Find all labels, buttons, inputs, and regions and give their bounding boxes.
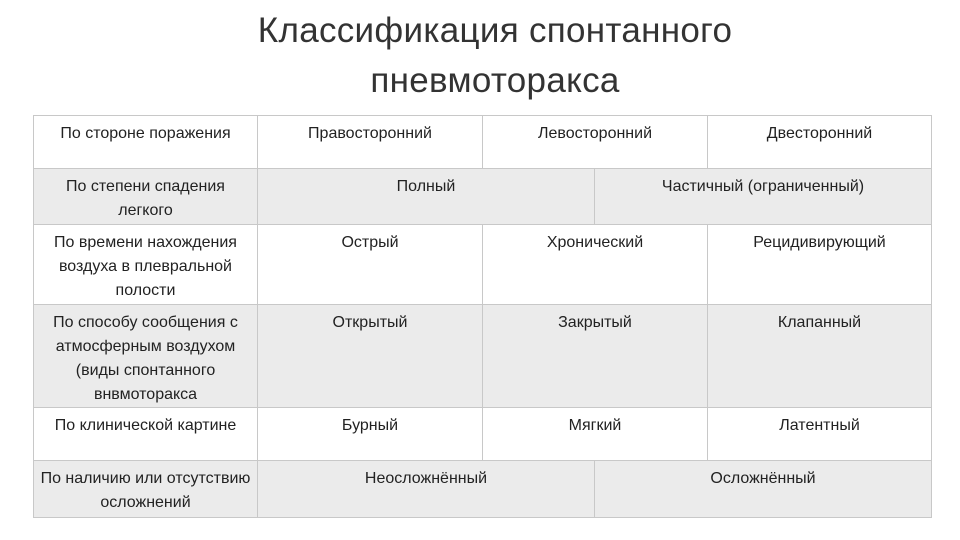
row-header-collapse-degree: По степени спадения легкого — [34, 169, 258, 225]
cell-valvular: Клапанный — [708, 305, 932, 408]
table-row — [34, 408, 932, 461]
row-header-communication: По способу сообщения с атмосферным воздухом (виды спонтанного внвмоторакса — [34, 305, 258, 408]
classification-table — [33, 115, 932, 518]
cell-acute: Острый — [258, 225, 483, 305]
slide-title-line-1: Классификация спонтанного — [257, 11, 733, 50]
cell-right-sided: Правосторонний — [258, 116, 483, 169]
cell-bilateral: Двесторонний — [708, 116, 932, 169]
cell-latent: Латентный — [708, 408, 932, 461]
row-header-side: По стороне поражения — [34, 116, 258, 169]
table-row — [34, 116, 932, 169]
table-row — [34, 305, 932, 408]
row-header-duration: По времени нахождения воздуха в плевральной полости — [34, 225, 258, 305]
cell-open: Открытый — [258, 305, 483, 408]
cell-uncomplicated: Неосложнённый — [258, 461, 595, 518]
cell-partial: Частичный (ограниченный) — [595, 169, 932, 225]
table-row — [34, 225, 932, 305]
cell-violent: Бурный — [258, 408, 483, 461]
slide-title-line-2: пневмоторакса — [370, 61, 620, 100]
table-row — [34, 461, 932, 518]
row-header-clinical: По клинической картине — [34, 408, 258, 461]
cell-chronic: Хронический — [483, 225, 708, 305]
cell-left-sided: Левосторонний — [483, 116, 708, 169]
cell-closed: Закрытый — [483, 305, 708, 408]
cell-complete: Полный — [258, 169, 595, 225]
cell-complicated: Осложнённый — [595, 461, 932, 518]
row-header-complications: По наличию или отсутствию осложнений — [34, 461, 258, 518]
cell-mild: Мягкий — [483, 408, 708, 461]
slide-title — [0, 6, 960, 106]
table-row — [34, 169, 932, 225]
cell-recurrent: Рецидивирующий — [708, 225, 932, 305]
